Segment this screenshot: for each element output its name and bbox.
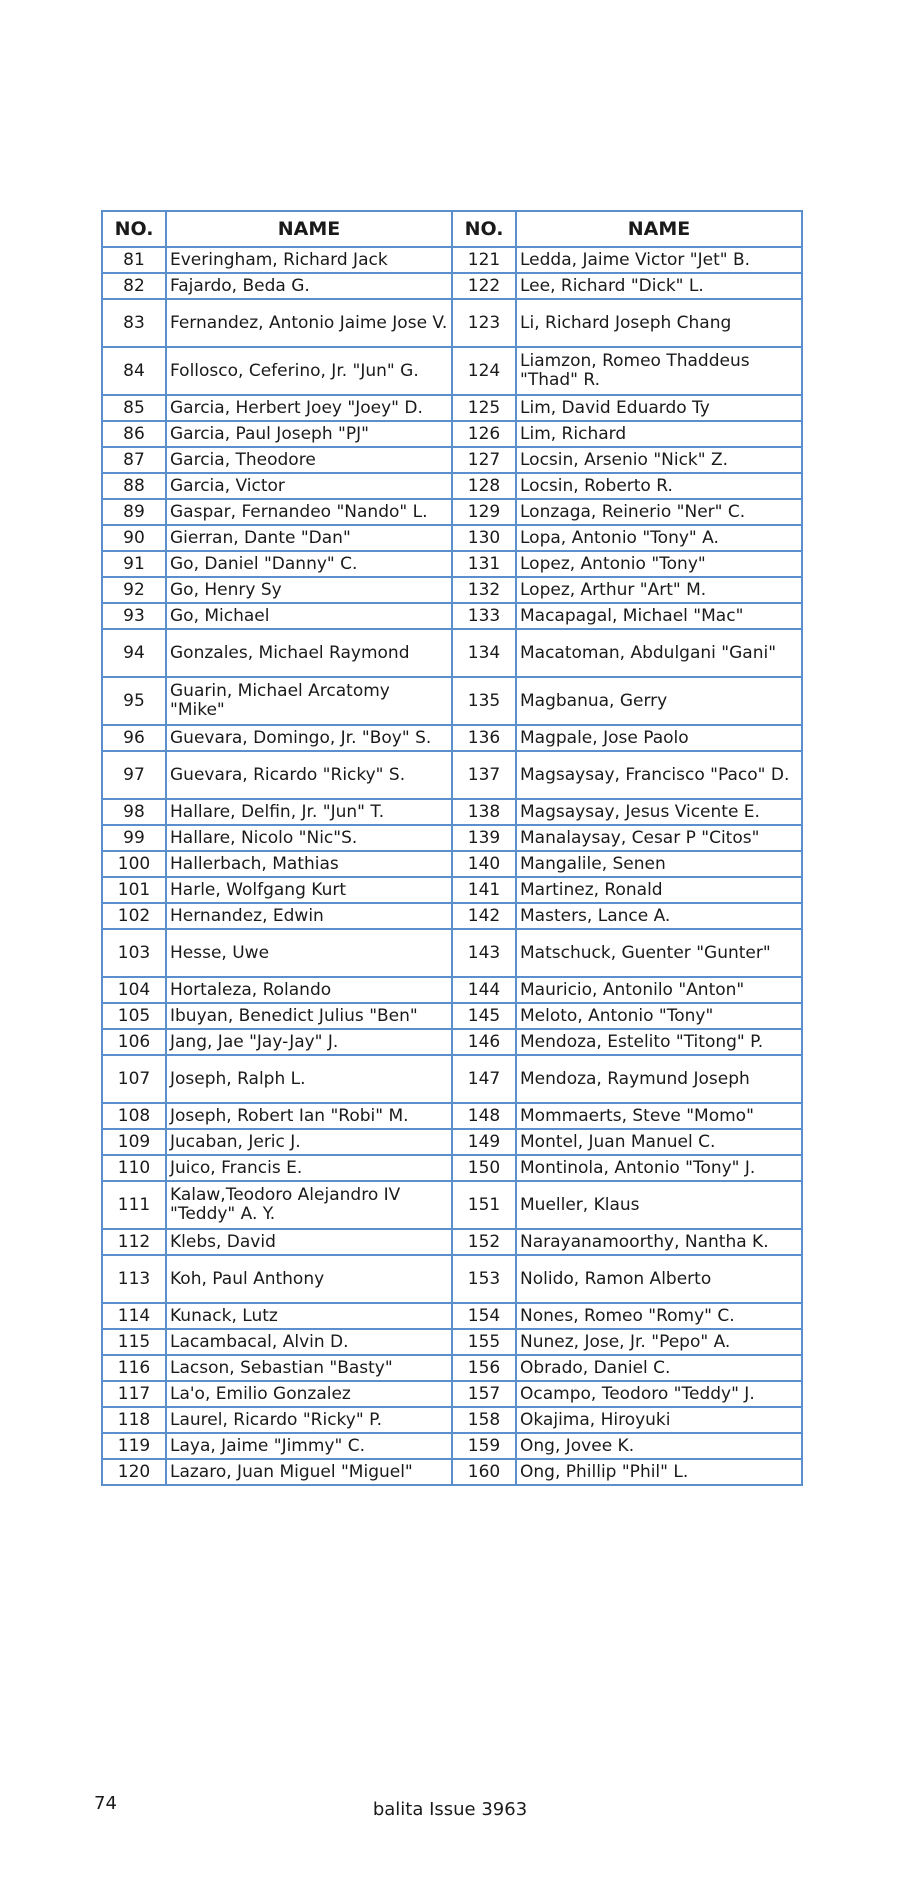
member-number: 121 <box>452 247 516 273</box>
member-number: 82 <box>102 273 166 299</box>
table-row <box>102 751 802 799</box>
member-number: 133 <box>452 603 516 629</box>
member-number: 129 <box>452 499 516 525</box>
member-number: 127 <box>452 447 516 473</box>
table-row <box>102 851 802 877</box>
member-name: Montinola, Antonio "Tony" J. <box>516 1155 802 1181</box>
member-name: Ong, Jovee K. <box>516 1433 802 1459</box>
table-row <box>102 395 802 421</box>
table-row <box>102 1329 802 1355</box>
table-row <box>102 1355 802 1381</box>
member-number: 137 <box>452 751 516 799</box>
member-number: 94 <box>102 629 166 677</box>
member-number: 117 <box>102 1381 166 1407</box>
member-name: Joseph, Ralph L. <box>166 1055 452 1103</box>
table-row <box>102 447 802 473</box>
member-name: Ocampo, Teodoro "Teddy" J. <box>516 1381 802 1407</box>
member-number: 155 <box>452 1329 516 1355</box>
header-no-left: NO. <box>102 211 166 247</box>
member-name: Meloto, Antonio "Tony" <box>516 1003 802 1029</box>
table-row <box>102 1381 802 1407</box>
member-number: 138 <box>452 799 516 825</box>
member-name: Ong, Phillip "Phil" L. <box>516 1459 802 1485</box>
member-number: 107 <box>102 1055 166 1103</box>
member-name: Joseph, Robert Ian "Robi" M. <box>166 1103 452 1129</box>
member-name: Guevara, Domingo, Jr. "Boy" S. <box>166 725 452 751</box>
table-row <box>102 1229 802 1255</box>
table-row <box>102 551 802 577</box>
member-name: Nolido, Ramon Alberto <box>516 1255 802 1303</box>
member-number: 115 <box>102 1329 166 1355</box>
member-number: 136 <box>452 725 516 751</box>
member-name: Go, Daniel "Danny" C. <box>166 551 452 577</box>
member-name: Guevara, Ricardo "Ricky" S. <box>166 751 452 799</box>
member-name: Narayanamoorthy, Nantha K. <box>516 1229 802 1255</box>
member-name: Klebs, David <box>166 1229 452 1255</box>
header-no-right: NO. <box>452 211 516 247</box>
table-row <box>102 603 802 629</box>
member-number: 112 <box>102 1229 166 1255</box>
member-name: Nunez, Jose, Jr. "Pepo" A. <box>516 1329 802 1355</box>
member-name: Lopez, Arthur "Art" M. <box>516 577 802 603</box>
member-name: Hernandez, Edwin <box>166 903 452 929</box>
member-name: La'o, Emilio Gonzalez <box>166 1381 452 1407</box>
member-name: Garcia, Victor <box>166 473 452 499</box>
table-row <box>102 499 802 525</box>
table-row <box>102 825 802 851</box>
member-name: Lacambacal, Alvin D. <box>166 1329 452 1355</box>
member-name: Magsaysay, Francisco "Paco" D. <box>516 751 802 799</box>
member-name: Lim, Richard <box>516 421 802 447</box>
member-number: 96 <box>102 725 166 751</box>
member-name: Obrado, Daniel C. <box>516 1355 802 1381</box>
member-name: Mommaerts, Steve "Momo" <box>516 1103 802 1129</box>
member-number: 93 <box>102 603 166 629</box>
member-name: Garcia, Paul Joseph "PJ" <box>166 421 452 447</box>
member-name: Macatoman, Abdulgani "Gani" <box>516 629 802 677</box>
member-name: Everingham, Richard Jack <box>166 247 452 273</box>
member-name: Montel, Juan Manuel C. <box>516 1129 802 1155</box>
member-number: 151 <box>452 1181 516 1229</box>
member-name: Gonzales, Michael Raymond <box>166 629 452 677</box>
member-number: 91 <box>102 551 166 577</box>
member-name: Jucaban, Jeric J. <box>166 1129 452 1155</box>
member-name: Ibuyan, Benedict Julius "Ben" <box>166 1003 452 1029</box>
member-number: 90 <box>102 525 166 551</box>
member-number: 158 <box>452 1407 516 1433</box>
member-number: 124 <box>452 347 516 395</box>
member-number: 120 <box>102 1459 166 1485</box>
member-name: Lopa, Antonio "Tony" A. <box>516 525 802 551</box>
member-name: Matschuck, Guenter "Gunter" <box>516 929 802 977</box>
table-row <box>102 977 802 1003</box>
member-number: 148 <box>452 1103 516 1129</box>
member-name: Follosco, Ceferino, Jr. "Jun" G. <box>166 347 452 395</box>
member-name: Harle, Wolfgang Kurt <box>166 877 452 903</box>
table-row <box>102 1459 802 1485</box>
member-name: Jang, Jae "Jay-Jay" J. <box>166 1029 452 1055</box>
member-name: Juico, Francis E. <box>166 1155 452 1181</box>
member-number: 143 <box>452 929 516 977</box>
table-row <box>102 421 802 447</box>
member-number: 132 <box>452 577 516 603</box>
member-name: Lacson, Sebastian "Basty" <box>166 1355 452 1381</box>
member-number: 141 <box>452 877 516 903</box>
member-number: 98 <box>102 799 166 825</box>
header-name-right: NAME <box>516 211 802 247</box>
member-name: Li, Richard Joseph Chang <box>516 299 802 347</box>
member-name: Nones, Romeo "Romy" C. <box>516 1303 802 1329</box>
table-row <box>102 1255 802 1303</box>
table-row <box>102 1433 802 1459</box>
member-name: Lopez, Antonio "Tony" <box>516 551 802 577</box>
member-number: 135 <box>452 677 516 725</box>
member-number: 150 <box>452 1155 516 1181</box>
member-name: Go, Michael <box>166 603 452 629</box>
table-row <box>102 577 802 603</box>
member-number: 111 <box>102 1181 166 1229</box>
member-number: 86 <box>102 421 166 447</box>
member-number: 97 <box>102 751 166 799</box>
member-name: Martinez, Ronald <box>516 877 802 903</box>
member-name: Locsin, Arsenio "Nick" Z. <box>516 447 802 473</box>
table-row <box>102 347 802 395</box>
table-header-row <box>102 211 802 247</box>
table-row <box>102 1181 802 1229</box>
member-number: 99 <box>102 825 166 851</box>
member-name: Kunack, Lutz <box>166 1303 452 1329</box>
member-number: 81 <box>102 247 166 273</box>
member-number: 149 <box>452 1129 516 1155</box>
member-name: Mendoza, Raymund Joseph <box>516 1055 802 1103</box>
member-name: Lim, David Eduardo Ty <box>516 395 802 421</box>
member-number: 156 <box>452 1355 516 1381</box>
publication-footer: balita Issue 3963 <box>372 1799 528 1820</box>
member-number: 131 <box>452 551 516 577</box>
member-name: Mendoza, Estelito "Titong" P. <box>516 1029 802 1055</box>
member-number: 146 <box>452 1029 516 1055</box>
member-number: 89 <box>102 499 166 525</box>
member-number: 106 <box>102 1029 166 1055</box>
table-row <box>102 1155 802 1181</box>
member-number: 147 <box>452 1055 516 1103</box>
member-name: Gaspar, Fernandeo "Nando" L. <box>166 499 452 525</box>
table-row <box>102 1129 802 1155</box>
member-number: 83 <box>102 299 166 347</box>
table-row <box>102 1407 802 1433</box>
table-row <box>102 525 802 551</box>
member-name: Hallerbach, Mathias <box>166 851 452 877</box>
member-number: 140 <box>452 851 516 877</box>
member-name: Lazaro, Juan Miguel "Miguel" <box>166 1459 452 1485</box>
member-name: Guarin, Michael Arcatomy "Mike" <box>166 677 452 725</box>
member-name: Manalaysay, Cesar P "Citos" <box>516 825 802 851</box>
member-number: 123 <box>452 299 516 347</box>
member-number: 110 <box>102 1155 166 1181</box>
member-number: 101 <box>102 877 166 903</box>
member-name: Hesse, Uwe <box>166 929 452 977</box>
table-row <box>102 799 802 825</box>
member-name: Mangalile, Senen <box>516 851 802 877</box>
member-name: Garcia, Theodore <box>166 447 452 473</box>
member-name: Liamzon, Romeo Thaddeus "Thad" R. <box>516 347 802 395</box>
member-name: Hallare, Nicolo "Nic"S. <box>166 825 452 851</box>
member-number: 103 <box>102 929 166 977</box>
member-number: 157 <box>452 1381 516 1407</box>
member-table <box>101 210 803 1486</box>
member-number: 85 <box>102 395 166 421</box>
member-number: 145 <box>452 1003 516 1029</box>
member-name: Hallare, Delfin, Jr. "Jun" T. <box>166 799 452 825</box>
table-row <box>102 1003 802 1029</box>
page-number: 74 <box>94 1793 117 1814</box>
member-name: Mueller, Klaus <box>516 1181 802 1229</box>
member-number: 118 <box>102 1407 166 1433</box>
member-number: 119 <box>102 1433 166 1459</box>
member-number: 88 <box>102 473 166 499</box>
table-row <box>102 1103 802 1129</box>
member-name: Macapagal, Michael "Mac" <box>516 603 802 629</box>
member-number: 92 <box>102 577 166 603</box>
table-body <box>102 247 802 1485</box>
table-row <box>102 725 802 751</box>
member-name: Lee, Richard "Dick" L. <box>516 273 802 299</box>
member-name: Mauricio, Antonilo "Anton" <box>516 977 802 1003</box>
member-number: 139 <box>452 825 516 851</box>
member-number: 130 <box>452 525 516 551</box>
member-number: 122 <box>452 273 516 299</box>
member-number: 87 <box>102 447 166 473</box>
member-name: Locsin, Roberto R. <box>516 473 802 499</box>
member-number: 142 <box>452 903 516 929</box>
member-name: Kalaw,Teodoro Alejandro IV "Teddy" A. Y. <box>166 1181 452 1229</box>
member-name: Koh, Paul Anthony <box>166 1255 452 1303</box>
member-name: Ledda, Jaime Victor "Jet" B. <box>516 247 802 273</box>
member-number: 100 <box>102 851 166 877</box>
member-name: Magpale, Jose Paolo <box>516 725 802 751</box>
member-number: 152 <box>452 1229 516 1255</box>
table-row <box>102 273 802 299</box>
member-name: Fernandez, Antonio Jaime Jose V. <box>166 299 452 347</box>
table-row <box>102 247 802 273</box>
member-name: Lonzaga, Reinerio "Ner" C. <box>516 499 802 525</box>
member-number: 84 <box>102 347 166 395</box>
member-number: 160 <box>452 1459 516 1485</box>
table-row <box>102 1055 802 1103</box>
table-row <box>102 629 802 677</box>
member-name: Fajardo, Beda G. <box>166 273 452 299</box>
member-name: Masters, Lance A. <box>516 903 802 929</box>
member-number: 114 <box>102 1303 166 1329</box>
member-number: 125 <box>452 395 516 421</box>
header-name-left: NAME <box>166 211 452 247</box>
table-row <box>102 473 802 499</box>
table-row <box>102 877 802 903</box>
member-name: Go, Henry Sy <box>166 577 452 603</box>
table-row <box>102 677 802 725</box>
member-name: Okajima, Hiroyuki <box>516 1407 802 1433</box>
member-number: 116 <box>102 1355 166 1381</box>
member-name: Magbanua, Gerry <box>516 677 802 725</box>
member-number: 105 <box>102 1003 166 1029</box>
member-number: 104 <box>102 977 166 1003</box>
member-number: 153 <box>452 1255 516 1303</box>
table-row <box>102 1029 802 1055</box>
table-row <box>102 929 802 977</box>
member-number: 108 <box>102 1103 166 1129</box>
member-number: 128 <box>452 473 516 499</box>
member-number: 154 <box>452 1303 516 1329</box>
member-number: 113 <box>102 1255 166 1303</box>
member-number: 95 <box>102 677 166 725</box>
member-name: Laurel, Ricardo "Ricky" P. <box>166 1407 452 1433</box>
member-name: Garcia, Herbert Joey "Joey" D. <box>166 395 452 421</box>
table-row <box>102 903 802 929</box>
member-number: 159 <box>452 1433 516 1459</box>
member-number: 109 <box>102 1129 166 1155</box>
member-number: 102 <box>102 903 166 929</box>
table-row <box>102 299 802 347</box>
member-number: 126 <box>452 421 516 447</box>
member-name: Gierran, Dante "Dan" <box>166 525 452 551</box>
member-number: 144 <box>452 977 516 1003</box>
member-name: Laya, Jaime "Jimmy" C. <box>166 1433 452 1459</box>
member-name: Magsaysay, Jesus Vicente E. <box>516 799 802 825</box>
member-number: 134 <box>452 629 516 677</box>
table-row <box>102 1303 802 1329</box>
member-name: Hortaleza, Rolando <box>166 977 452 1003</box>
